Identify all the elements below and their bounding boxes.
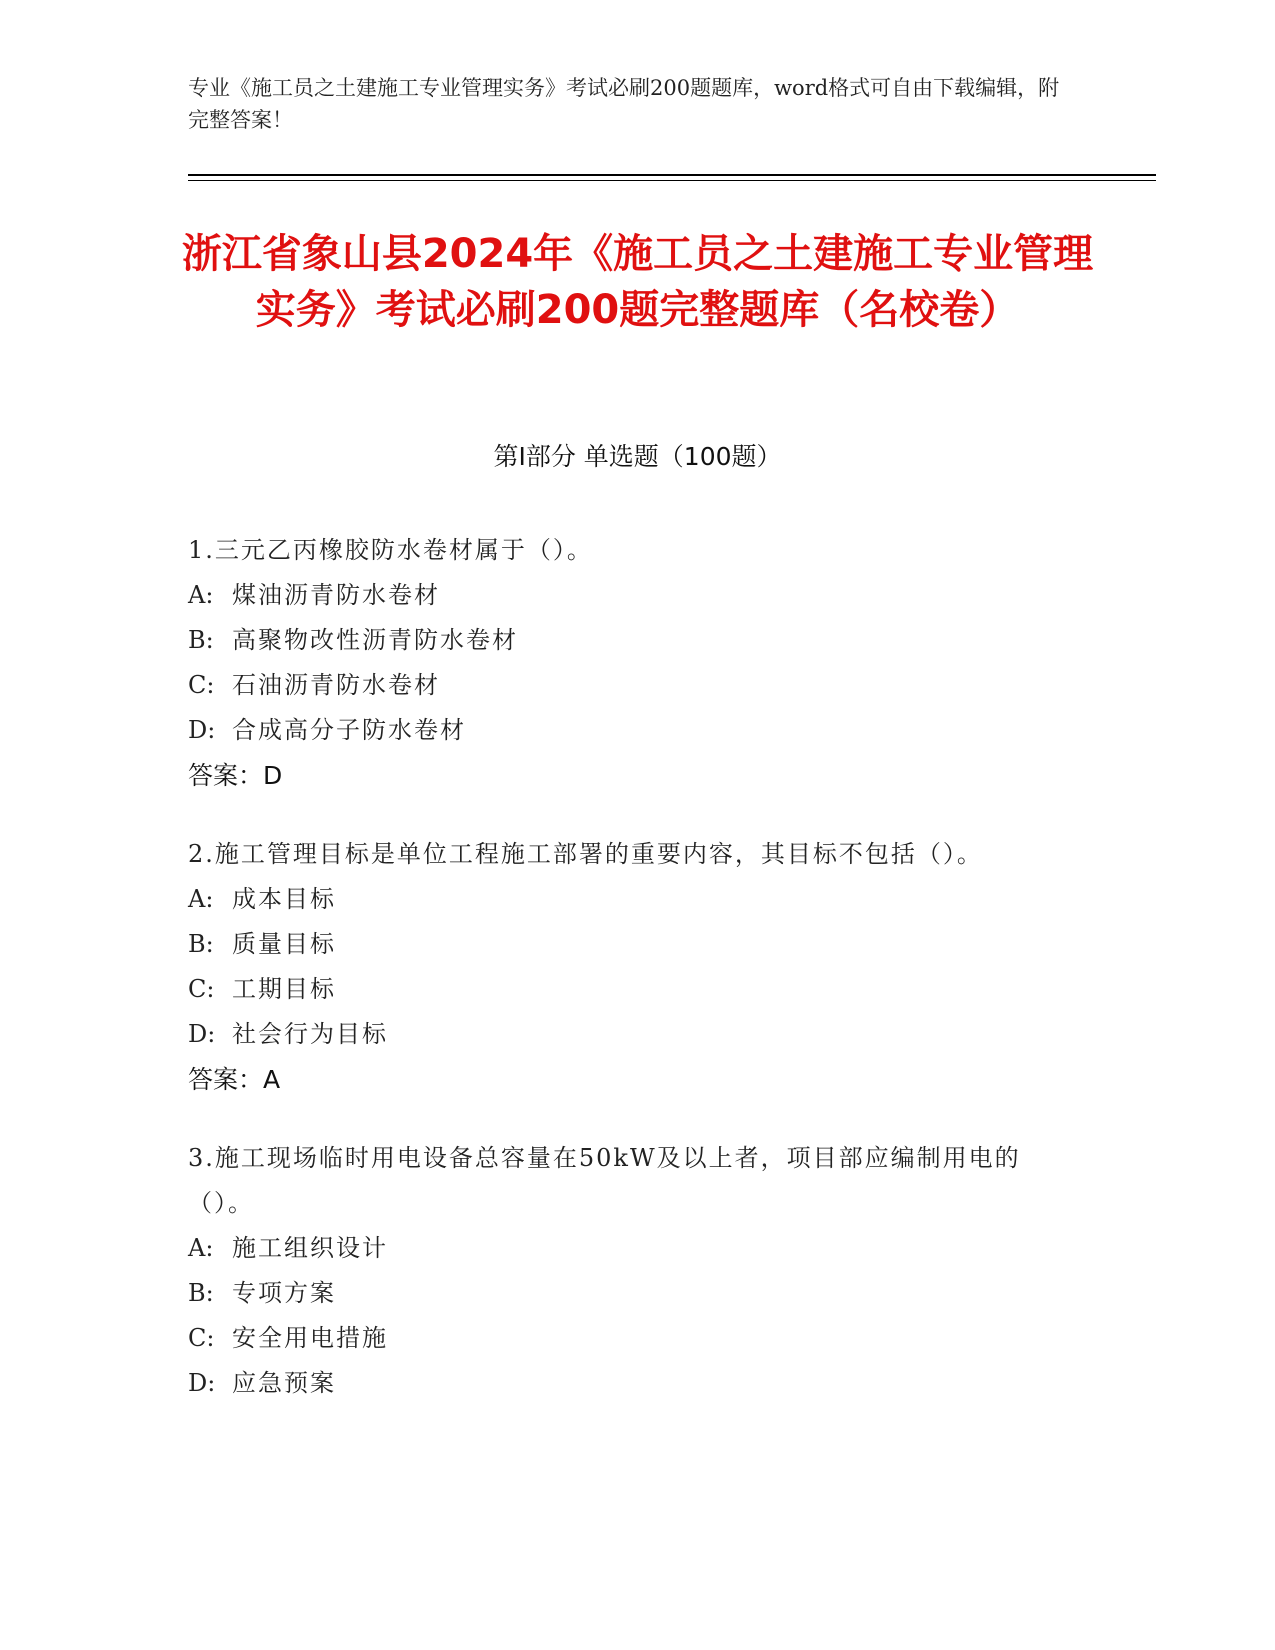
option-c <box>188 967 1078 1012</box>
option-letter: B: <box>188 1279 214 1307</box>
option-text: 煤油沥青防水卷材 <box>232 581 440 609</box>
document-title: 浙江省象山县2024年《施工员之土建施工专业管理实务》考试必刷200题完整题库（名校卷） <box>181 231 1094 333</box>
option-d <box>188 1012 1078 1057</box>
option-letter: C: <box>188 671 215 699</box>
answer-line <box>188 753 1078 798</box>
option-text: 专项方案 <box>232 1279 336 1307</box>
option-d <box>188 708 1078 753</box>
option-letter: D: <box>188 1020 216 1048</box>
option-text: 质量目标 <box>232 930 336 958</box>
option-text: 施工组织设计 <box>232 1234 388 1262</box>
option-b <box>188 618 1078 663</box>
option-text: 工期目标 <box>232 975 336 1003</box>
option-text: 高聚物改性沥青防水卷材 <box>232 626 518 654</box>
option-a <box>188 573 1078 618</box>
option-a <box>188 877 1078 922</box>
option-b <box>188 1271 1078 1316</box>
option-c <box>188 1316 1078 1361</box>
option-letter: B: <box>188 930 214 958</box>
question-list <box>188 528 1078 1440</box>
option-text: 成本目标 <box>232 885 336 913</box>
answer-value: A <box>263 1065 281 1094</box>
question-stem: 2.施工管理目标是单位工程施工部署的重要内容，其目标不包括（）。 <box>188 840 983 868</box>
option-letter: A: <box>188 885 214 913</box>
option-text: 安全用电措施 <box>232 1324 388 1352</box>
option-letter: B: <box>188 626 214 654</box>
option-d <box>188 1361 1078 1406</box>
option-text: 合成高分子防水卷材 <box>232 716 466 744</box>
option-text: 应急预案 <box>232 1369 336 1397</box>
answer-label: 答案： <box>188 1065 264 1094</box>
option-text: 社会行为目标 <box>232 1020 388 1048</box>
option-a <box>188 1226 1078 1271</box>
question-stem: 3.施工现场临时用电设备总容量在50kW及以上者，项目部应编制用电的（）。 <box>188 1144 1021 1217</box>
answer-value: D <box>263 761 283 790</box>
option-letter: A: <box>188 1234 214 1262</box>
section-title: 第I部分 单选题（100题） <box>493 442 782 471</box>
option-letter: A: <box>188 581 214 609</box>
header-rule-thick <box>188 174 1156 176</box>
header-note: 专业《施工员之土建施工专业管理实务》考试必刷200题题库，word格式可自由下载编辑，附完整答案！ <box>188 76 1060 132</box>
option-letter: D: <box>188 1369 216 1397</box>
option-letter: D: <box>188 716 216 744</box>
option-letter: C: <box>188 975 215 1003</box>
option-b <box>188 922 1078 967</box>
option-letter: C: <box>188 1324 215 1352</box>
question-1 <box>188 528 1078 798</box>
header-rule-thin <box>188 180 1156 181</box>
answer-label: 答案： <box>188 761 264 790</box>
answer-line <box>188 1057 1078 1102</box>
option-text: 石油沥青防水卷材 <box>232 671 440 699</box>
question-2 <box>188 832 1078 1102</box>
question-3 <box>188 1136 1078 1406</box>
question-stem: 1.三元乙丙橡胶防水卷材属于（）。 <box>188 536 593 564</box>
option-c <box>188 663 1078 708</box>
